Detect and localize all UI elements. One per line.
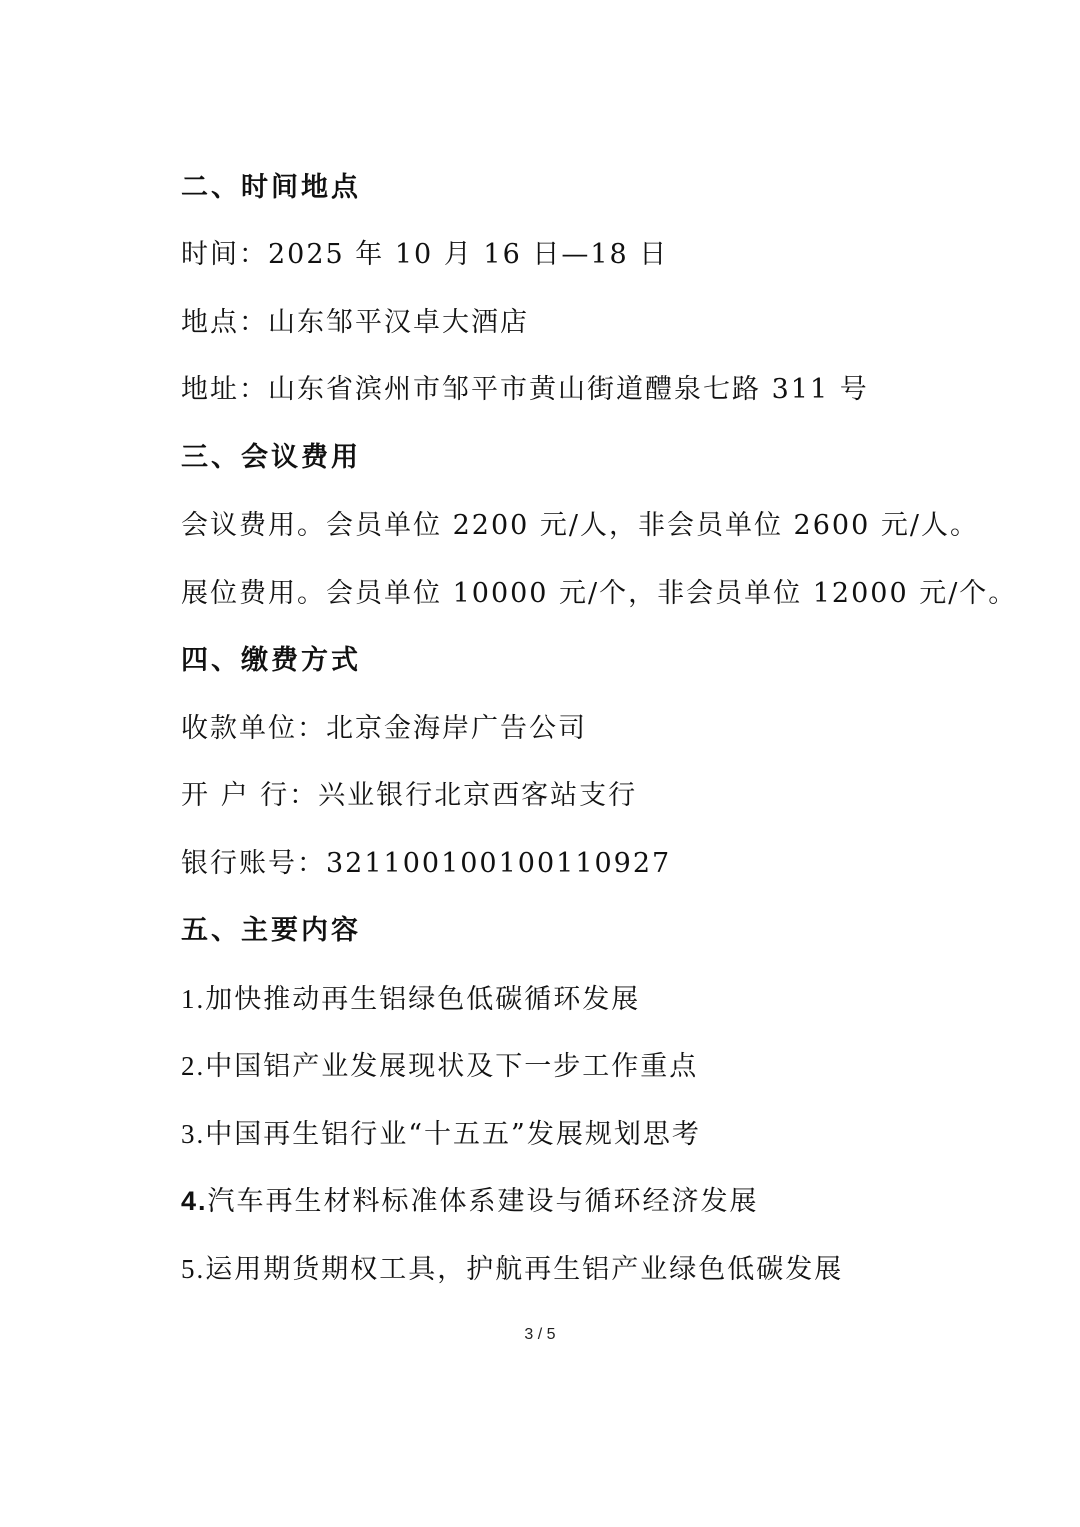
content-item-number: 3.	[181, 1119, 206, 1149]
content-item-number: 2.	[181, 1051, 206, 1081]
place-line: 地点：山东邹平汉卓大酒店	[181, 307, 529, 338]
content-item-text: 汽车再生材料标准体系建设与循环经济发展	[207, 1186, 759, 1217]
section-heading-content: 五、主要内容	[181, 915, 361, 946]
account-line: 银行账号：321100100100110927	[181, 848, 672, 879]
section-heading-fees: 三、会议费用	[181, 442, 361, 473]
page-number: 3 / 5	[524, 1326, 556, 1343]
time-line: 时间：2025 年 10 月 16 日—18 日	[181, 239, 669, 270]
content-item-number: 4.	[181, 1186, 208, 1216]
content-item-number: 1.	[181, 984, 206, 1014]
content-item-number: 5.	[181, 1254, 206, 1284]
content-item	[181, 1251, 843, 1288]
content-item-text: 中国再生铝行业“十五五”发展规划思考	[205, 1119, 701, 1150]
content-item	[181, 1116, 701, 1153]
payee-line: 收款单位：北京金海岸广告公司	[181, 713, 587, 744]
address-line: 地址：山东省滨州市邹平市黄山街道醴泉七路 311 号	[181, 374, 869, 405]
content-item	[181, 1183, 759, 1220]
bank-line: 开 户 行：兴业银行北京西客站支行	[181, 780, 638, 811]
section-heading-payment: 四、缴费方式	[181, 645, 361, 676]
content-item	[181, 1048, 698, 1085]
content-item-text: 中国铝产业发展现状及下一步工作重点	[205, 1051, 699, 1082]
booth-fee-line: 展位费用。会员单位 10000 元/个，非会员单位 12000 元/个。	[181, 578, 1018, 609]
content-item-text: 运用期货期权工具，护航再生铝产业绿色低碳发展	[205, 1254, 844, 1285]
content-item	[181, 981, 640, 1018]
section-heading-time-place: 二、时间地点	[181, 172, 361, 203]
meeting-fee-line: 会议费用。会员单位 2200 元/人，非会员单位 2600 元/人。	[181, 510, 979, 541]
content-item-text: 加快推动再生铝绿色低碳循环发展	[205, 984, 641, 1015]
